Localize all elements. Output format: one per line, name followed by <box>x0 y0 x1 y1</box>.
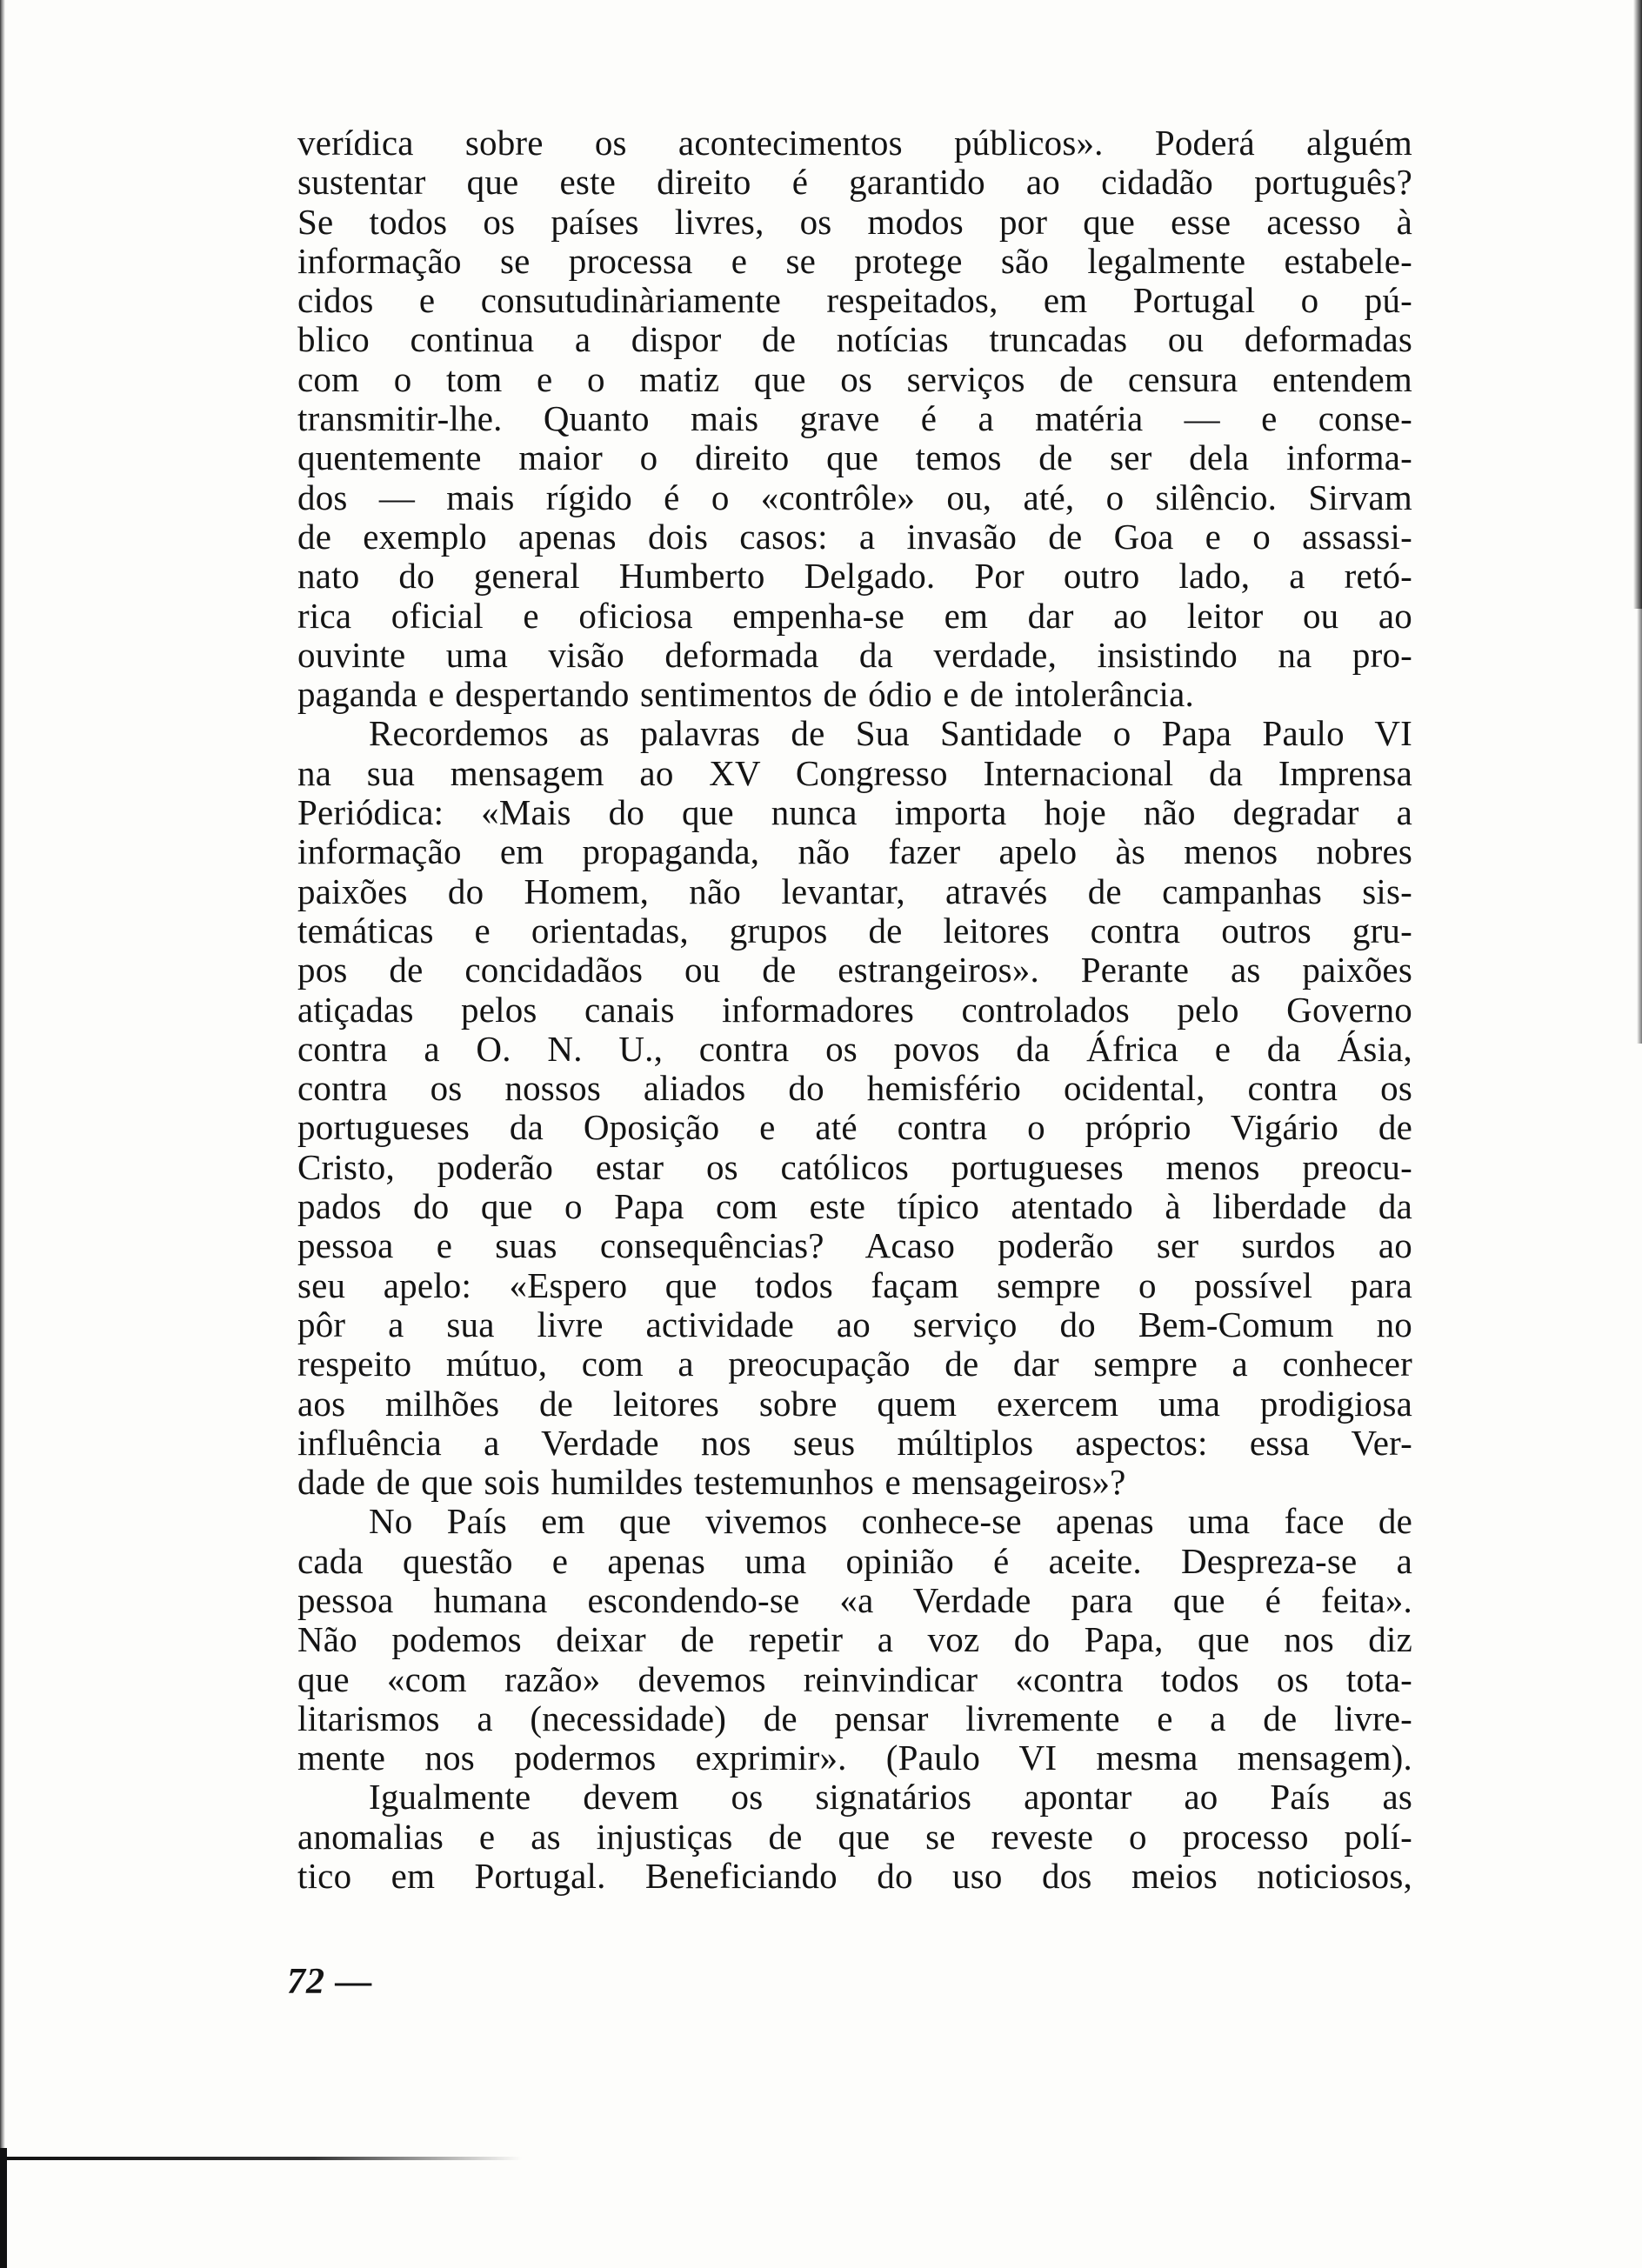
text-line: Não podemos deixar de repetir a voz do Papa, que nos diz <box>297 1619 1412 1660</box>
scan-edge-bottom-left <box>0 2148 7 2268</box>
text-line: contra os nossos aliados do hemisfério ocidental, contra os <box>297 1068 1412 1109</box>
text-line: verídica sobre os acontecimentos públicos». Poderá alguém <box>297 123 1412 163</box>
scan-edge-right <box>1633 0 1642 609</box>
text-line: Periódica: «Mais do que nunca importa hoje não degradar a <box>297 792 1412 833</box>
text-line: respeito mútuo, com a preocupação de dar sempre a conhecer <box>297 1344 1412 1384</box>
text-line: aos milhões de leitores sobre quem exercem uma prodigiosa <box>297 1383 1412 1424</box>
text-line: informação se processa e se protege são legalmente estabele- <box>297 240 1412 281</box>
text-line: Cristo, poderão estar os católicos portugueses menos preocu- <box>297 1146 1412 1187</box>
text-line: Igualmente devem os signatários apontar ao País as <box>369 1777 1412 1818</box>
text-line: nato do general Humberto Delgado. Por outro lado, a retó- <box>297 556 1412 597</box>
text-line: portugueses da Oposição e até contra o próprio Vigário de <box>297 1107 1412 1148</box>
text-line: que «com razão» devemos reinvindicar «contra todos os tota- <box>297 1658 1412 1699</box>
text-line: Se todos os países livres, os modos por que esse acesso à <box>297 201 1412 242</box>
text-line: mente nos podermos exprimir». (Paulo VI mesma mensagem). <box>297 1738 1412 1778</box>
text-line: atiçadas pelos canais informadores controlados pelo Governo <box>297 989 1412 1030</box>
text-line: Recordemos as palavras de Sua Santidade o Papa Paulo VI <box>369 713 1412 754</box>
text-line: cidos e consutudinàriamente respeitados, em Portugal o pú- <box>297 280 1412 321</box>
text-line: pados do que o Papa com este típico atentado à liberdade da <box>297 1186 1412 1227</box>
text-line: pôr a sua livre actividade ao serviço do Bem-Comum no <box>297 1304 1412 1344</box>
scan-edge-right-lower <box>1637 609 1642 1044</box>
page-number: 72 — <box>287 1962 373 2002</box>
text-line: seu apelo: «Espero que todos façam sempre o possível para <box>297 1264 1412 1305</box>
scan-edge-left <box>0 0 5 2268</box>
text-line: quentemente maior o direito que temos de ser dela informa- <box>297 437 1412 478</box>
text-line: litarismos a (necessidade) de pensar livremente e a de livre- <box>297 1698 1412 1738</box>
text-line: dos — mais rígido é o «contrôle» ou, até, o silêncio. Sirvam <box>297 477 1412 517</box>
text-line: anomalias e as injustiças de que se reveste o processo polí- <box>297 1816 1412 1857</box>
text-line: na sua mensagem ao XV Congresso Internacional da Imprensa <box>297 752 1412 793</box>
text-line: contra a O. N. U., contra os povos da África e da Ásia, <box>297 1028 1412 1069</box>
text-line: pos de concidadãos ou de estrangeiros». Perante as paixões <box>297 950 1412 991</box>
text-line: informação em propaganda, não fazer apelo às menos nobres <box>297 831 1412 872</box>
text-line: tico em Portugal. Beneficiando do uso dos meios noticiosos, <box>297 1856 1412 1897</box>
text-line: rica oficial e oficiosa empenha-se em dar ao leitor ou ao <box>297 595 1412 636</box>
text-line: influência a Verdade nos seus múltiplos aspectos: essa Ver- <box>297 1422 1412 1463</box>
text-line: cada questão e apenas uma opinião é aceite. Despreza-se a <box>297 1540 1412 1581</box>
body-text <box>297 123 1412 1896</box>
text-line: temáticas e orientadas, grupos de leitores contra outros gru- <box>297 910 1412 951</box>
scan-edge-bottom-rule <box>0 2157 522 2160</box>
text-line: com o tom e o matiz que os serviços de censura entendem <box>297 358 1412 399</box>
text-line: ouvinte uma visão deformada da verdade, insistindo na pro- <box>297 634 1412 675</box>
text-line: sustentar que este direito é garantido ao cidadão português? <box>297 162 1412 203</box>
text-line: paixões do Homem, não levantar, através de campanhas sis- <box>297 871 1412 911</box>
text-line: pessoa e suas consequências? Acaso poderão ser surdos ao <box>297 1225 1412 1266</box>
text-line: de exemplo apenas dois casos: a invasão de Goa e o assassi- <box>297 516 1412 557</box>
text-line: No País em que vivemos conhece-se apenas uma face de <box>369 1501 1412 1542</box>
text-line: paganda e despertando sentimentos de ódio e de intolerância. <box>297 674 1194 715</box>
text-line: pessoa humana escondendo-se «a Verdade para que é feita». <box>297 1579 1412 1620</box>
text-line: dade de que sois humildes testemunhos e mensageiros»? <box>297 1462 1126 1503</box>
text-line: blico continua a dispor de notícias truncadas ou deformadas <box>297 319 1412 360</box>
text-line: transmitir-lhe. Quanto mais grave é a matéria — e conse- <box>297 398 1412 439</box>
